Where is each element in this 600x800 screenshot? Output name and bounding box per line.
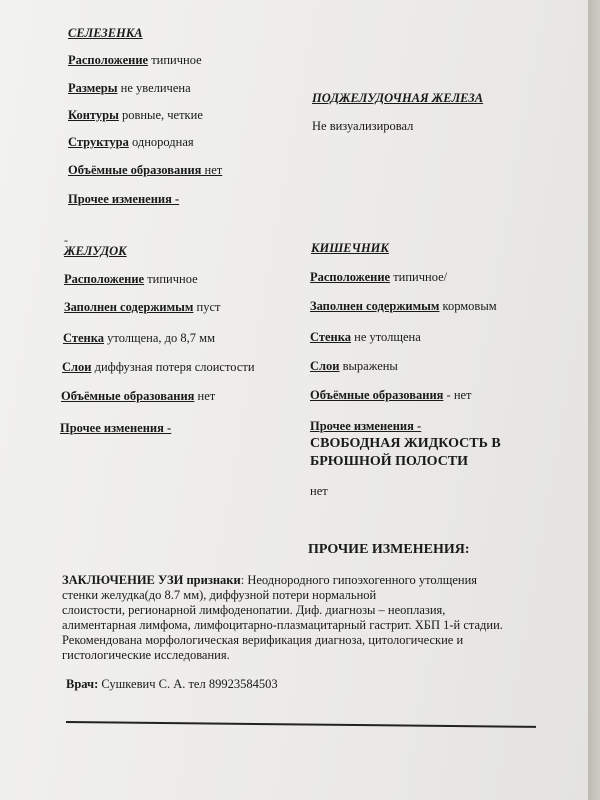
pancreas-value: Не визуализировал (312, 119, 414, 133)
stomach-filled (64, 300, 220, 315)
intestine-masses-value: - нет (443, 388, 472, 402)
spleen-title: СЕЛЕЗЕНКА (68, 26, 143, 40)
intestine-filled-label: Заполнен содержимым (310, 299, 440, 313)
conclusion-line2: стенки желудка(до 8.7 мм), диффузной потери нормальной (62, 588, 377, 602)
stomach-other-label: Прочее изменения - (60, 421, 172, 435)
spleen-location-value: типичное (148, 53, 202, 67)
stomach-layers-value: диффузная потеря слоистости (91, 360, 255, 374)
conclusion-line1-text: : Неоднородного гипоэхогенного утолщения (240, 573, 478, 587)
conclusion-line4: алиментарная лимфома, лимфоцитарно-плазмацитарный гастрит. ХБП 1-й стадии. (62, 618, 503, 632)
stomach-location-label: Расположение (64, 272, 145, 286)
stomach-filled-value: пуст (193, 300, 221, 314)
stomach-wall (63, 331, 215, 346)
doctor-value: Сушкевич С. А. тел 89923584503 (98, 677, 278, 691)
intestine-filled-value: кормовым (439, 299, 497, 313)
spleen-structure-label: Структура (68, 135, 129, 149)
spleen-structure-value: однородная (128, 135, 194, 149)
stomach-masses-label: Объёмные образования (61, 389, 195, 403)
stomach-masses (61, 389, 215, 404)
other-changes-title: ПРОЧИЕ ИЗМЕНЕНИЯ: (308, 542, 470, 557)
stomach-wall-value: утолщена, до 8,7 мм (104, 331, 215, 345)
intestine-other-label: Прочее изменения - (310, 419, 422, 433)
intestine-masses (310, 388, 472, 403)
spleen-contour-label: Контуры (68, 108, 119, 122)
intestine-wall (310, 330, 421, 345)
stomach-location (64, 272, 198, 287)
doctor-line (66, 677, 278, 692)
conclusion-line3: слоистости, регионарной лимфоденопатии. Диф. диагнозы – неоплазия, (62, 603, 446, 617)
intestine-filled (310, 299, 497, 314)
pancreas-title: ПОДЖЕЛУДОЧНАЯ ЖЕЛЕЗА (312, 91, 484, 105)
spleen-size (68, 81, 191, 96)
spleen-location (68, 53, 202, 68)
spleen-masses (68, 163, 222, 178)
intestine-wall-value: не утолщена (351, 330, 421, 344)
doctor-label: Врач: (66, 677, 99, 691)
intestine-layers (310, 359, 398, 374)
spleen-masses-value: нет (201, 163, 223, 177)
stomach-masses-value: нет (194, 389, 216, 403)
intestine-masses-label: Объёмные образования (310, 388, 444, 402)
conclusion-label: ЗАКЛЮЧЕНИЕ УЗИ признаки (62, 573, 241, 587)
stomach-location-value: типичное (144, 272, 198, 286)
conclusion-line6: гистологические исследования. (62, 648, 230, 662)
intestine-location-value: типичное/ (390, 270, 448, 284)
intestine-location-label: Расположение (310, 270, 391, 284)
intestine-wall-label: Стенка (310, 330, 352, 344)
stomach-filled-label: Заполнен содержимым (64, 300, 194, 314)
free-fluid-title-line2: БРЮШНОЙ ПОЛОСТИ (310, 454, 469, 469)
stomach-layers (62, 360, 255, 375)
spleen-masses-label: Объёмные образования (68, 163, 202, 177)
stomach-title: ЖЕЛУДОК (64, 244, 127, 258)
conclusion-line5: Рекомендована морфологическая верификация диагноза, цитологические и (62, 633, 464, 647)
stray-dash: - (64, 233, 68, 247)
spleen-contour-value: ровные, четкие (118, 108, 203, 122)
spleen-structure (68, 135, 194, 150)
spleen-size-label: Размеры (68, 81, 118, 95)
intestine-location (310, 270, 447, 285)
intestine-title: КИШЕЧНИК (311, 241, 389, 255)
free-fluid-title-line1: СВОБОДНАЯ ЖИДКОСТЬ В (310, 436, 501, 451)
spleen-location-label: Расположение (68, 53, 149, 67)
spleen-size-value: не увеличена (117, 81, 191, 95)
intestine-layers-value: выражены (339, 359, 398, 373)
conclusion-block (62, 573, 582, 663)
stomach-layers-label: Слои (62, 360, 92, 374)
spleen-other-label: Прочее изменения - (68, 192, 180, 206)
intestine-layers-label: Слои (310, 359, 340, 373)
page-edge (588, 0, 600, 800)
conclusion-line1 (62, 573, 582, 588)
stomach-wall-label: Стенка (63, 331, 105, 345)
spleen-contour (68, 108, 203, 123)
free-fluid-value: нет (310, 484, 328, 498)
